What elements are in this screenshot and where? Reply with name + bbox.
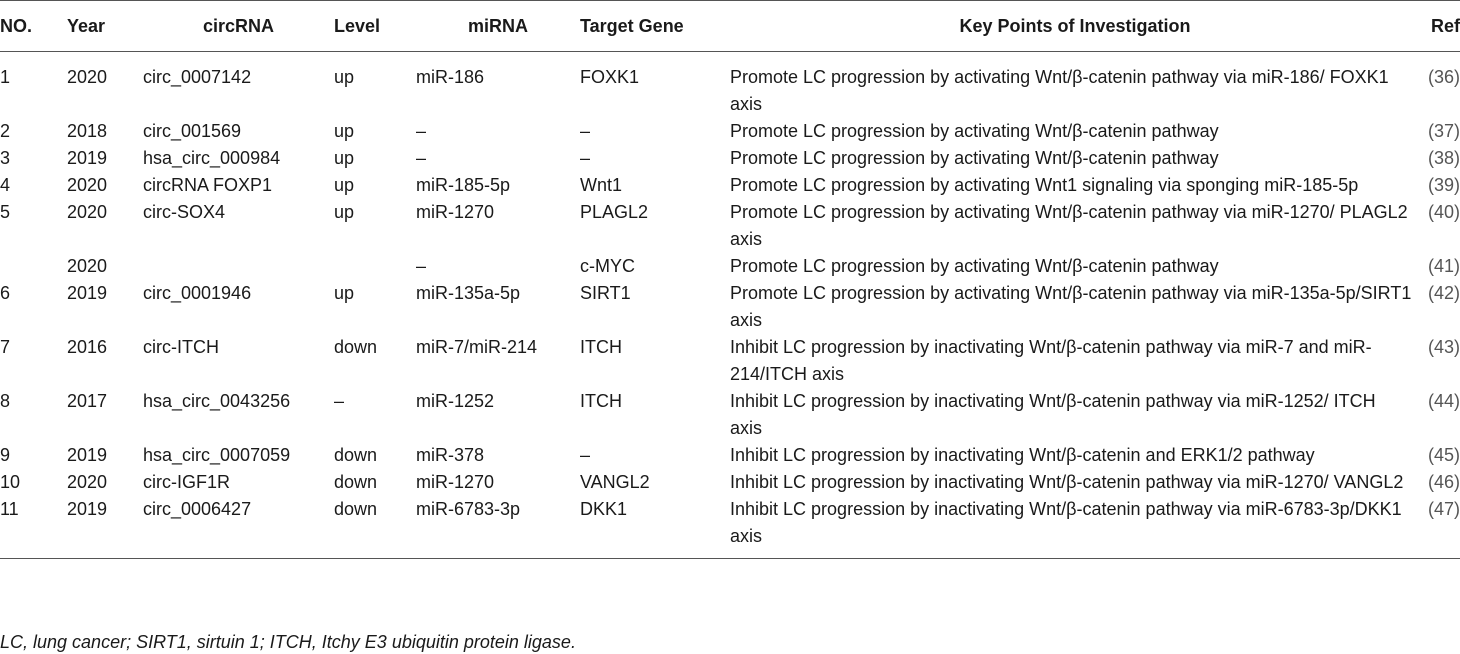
cell-key-points: Promote LC progression by activating Wnt/β-catenin pathway via miR-135a-5p/SIRT1 axis — [730, 283, 1412, 330]
header-row — [0, 1, 1460, 52]
header-no: NO. — [0, 15, 33, 36]
cell-no: 6 — [0, 283, 11, 303]
cell-key-points: Promote LC progression by activating Wnt/β-catenin pathway via miR-1270/ PLAGL2 axis — [730, 202, 1408, 249]
cell-key-points: Inhibit LC progression by inactivating Wnt/β-catenin pathway via miR-1252/ ITCH axis — [730, 391, 1376, 438]
cell-circrna: circ_0006427 — [143, 499, 252, 519]
table-row — [0, 442, 1460, 469]
header-circrna: circRNA — [202, 15, 275, 36]
cell-key-points: Promote LC progression by activating Wnt/β-catenin pathway — [730, 256, 1219, 276]
cell-ref: (41) — [1427, 256, 1460, 276]
cell-mirna: miR-1270 — [416, 472, 495, 492]
cell-ref: (47) — [1427, 499, 1460, 519]
table-row — [0, 280, 1460, 334]
cell-no: 7 — [0, 337, 11, 357]
cell-no: 10 — [0, 472, 21, 492]
cell-target-gene: DKK1 — [580, 499, 628, 519]
cell-level: up — [334, 67, 355, 87]
table-row — [0, 334, 1460, 388]
table-row — [0, 145, 1460, 172]
cell-target-gene: ITCH — [580, 391, 622, 411]
cell-level: down — [334, 445, 378, 465]
cell-mirna: miR-1252 — [416, 391, 495, 411]
table-footnote: LC, lung cancer; SIRT1, sirtuin 1; ITCH, Itchy E3 ubiquitin protein ligase. — [0, 632, 576, 652]
table-row — [0, 496, 1460, 559]
cell-mirna: miR-378 — [416, 445, 485, 465]
table-row — [0, 172, 1460, 199]
table-row — [0, 253, 1460, 280]
cell-no: 2 — [0, 121, 11, 141]
cell-mirna: miR-7/miR-214 — [416, 337, 538, 357]
cell-circrna: circ-SOX4 — [143, 202, 226, 222]
cell-circrna: hsa_circ_0043256 — [143, 391, 291, 411]
cell-no: 5 — [0, 202, 11, 222]
cell-year: 2016 — [67, 337, 108, 357]
cell-level: down — [334, 337, 378, 357]
cell-circrna: circ_0007142 — [143, 67, 252, 87]
cell-target-gene: PLAGL2 — [580, 202, 649, 222]
cell-circrna — [143, 253, 334, 280]
header-year: Year — [67, 15, 106, 36]
cell-target-gene: Wnt1 — [580, 175, 623, 195]
cell-year: 2019 — [67, 283, 108, 303]
cell-target-gene: VANGL2 — [580, 472, 650, 492]
cell-level: up — [334, 121, 355, 141]
cell-no — [0, 253, 67, 280]
cell-mirna: miR-135a-5p — [416, 283, 521, 303]
header-ref: Ref — [1430, 15, 1460, 36]
cell-key-points: Inhibit LC progression by inactivating Wnt/β-catenin and ERK1/2 pathway — [730, 445, 1315, 465]
table-header — [0, 1, 1460, 52]
cell-year: 2020 — [67, 472, 108, 492]
cell-no: 11 — [0, 499, 19, 519]
cell-level: up — [334, 283, 355, 303]
header-level: Level — [334, 15, 381, 36]
cell-ref: (39) — [1427, 175, 1460, 195]
cell-target-gene: – — [580, 148, 591, 168]
cell-key-points: Promote LC progression by activating Wnt/β-catenin pathway via miR-186/ FOXK1 axis — [730, 67, 1389, 114]
cell-key-points: Inhibit LC progression by inactivating Wnt/β-catenin pathway via miR-7 and miR-214/ITCH axis — [730, 337, 1372, 384]
cell-ref: (38) — [1427, 148, 1460, 168]
cell-ref: (36) — [1427, 67, 1460, 87]
cell-target-gene: c-MYC — [580, 256, 635, 276]
cell-mirna: – — [416, 121, 427, 141]
cell-target-gene: SIRT1 — [580, 283, 631, 303]
cell-level: down — [334, 499, 378, 519]
cell-level: up — [334, 202, 355, 222]
cell-key-points: Promote LC progression by activating Wnt/β-catenin pathway — [730, 121, 1219, 141]
cell-key-points: Promote LC progression by activating Wnt1 signaling via sponging miR-185-5p — [730, 175, 1359, 195]
cell-circrna: hsa_circ_000984 — [143, 148, 281, 168]
cell-no: 3 — [0, 148, 11, 168]
cell-mirna: miR-185-5p — [416, 175, 511, 195]
table-row — [0, 199, 1460, 253]
cell-no: 1 — [0, 67, 11, 87]
cell-key-points: Inhibit LC progression by inactivating Wnt/β-catenin pathway via miR-6783-3p/DKK1 axis — [730, 499, 1402, 546]
cell-year: 2020 — [67, 67, 108, 87]
cell-level: up — [334, 148, 355, 168]
cell-target-gene: ITCH — [580, 337, 622, 357]
table-row — [0, 118, 1460, 145]
cell-ref: (46) — [1427, 472, 1460, 492]
cell-no: 4 — [0, 175, 11, 195]
cell-level: – — [334, 391, 345, 411]
header-target-gene: Target Gene — [580, 15, 684, 36]
cell-target-gene: – — [580, 445, 591, 465]
cell-mirna: – — [416, 256, 427, 276]
cell-ref: (40) — [1427, 202, 1460, 222]
header-mirna: miRNA — [467, 15, 528, 36]
cell-circrna: circRNA FOXP1 — [143, 175, 273, 195]
cell-year: 2020 — [67, 175, 108, 195]
cell-target-gene: – — [580, 121, 591, 141]
cell-ref: (43) — [1427, 337, 1460, 357]
cell-ref: (45) — [1427, 445, 1460, 465]
table-row — [0, 469, 1460, 496]
cell-year: 2019 — [67, 445, 108, 465]
cell-ref: (37) — [1427, 121, 1460, 141]
cell-mirna: miR-186 — [416, 67, 485, 87]
cell-ref: (44) — [1427, 391, 1460, 411]
cell-target-gene: FOXK1 — [580, 67, 640, 87]
cell-level: up — [334, 175, 355, 195]
cell-circrna: circ-ITCH — [143, 337, 219, 357]
cell-year: 2017 — [67, 391, 108, 411]
cell-circrna: circ_0001946 — [143, 283, 252, 303]
cell-no: 9 — [0, 445, 11, 465]
cell-year: 2019 — [67, 148, 108, 168]
cell-level: down — [334, 472, 378, 492]
cell-year: 2020 — [67, 256, 108, 276]
cell-key-points: Inhibit LC progression by inactivating Wnt/β-catenin pathway via miR-1270/ VANGL2 — [730, 472, 1404, 492]
cell-year: 2020 — [67, 202, 108, 222]
cell-no: 8 — [0, 391, 11, 411]
table-row — [0, 388, 1460, 442]
header-key-points: Key Points of Investigation — [959, 15, 1191, 36]
cell-mirna: miR-6783-3p — [416, 499, 521, 519]
table-body — [0, 52, 1460, 559]
cell-circrna: hsa_circ_0007059 — [143, 445, 291, 465]
cell-year: 2019 — [67, 499, 108, 519]
cell-mirna: – — [416, 148, 427, 168]
cell-level — [334, 253, 416, 280]
cell-circrna: circ-IGF1R — [143, 472, 230, 492]
cell-circrna: circ_001569 — [143, 121, 242, 141]
cell-ref: (42) — [1427, 283, 1460, 303]
cell-year: 2018 — [67, 121, 108, 141]
table-row — [0, 52, 1460, 119]
cell-key-points: Promote LC progression by activating Wnt/β-catenin pathway — [730, 148, 1219, 168]
cell-mirna: miR-1270 — [416, 202, 495, 222]
